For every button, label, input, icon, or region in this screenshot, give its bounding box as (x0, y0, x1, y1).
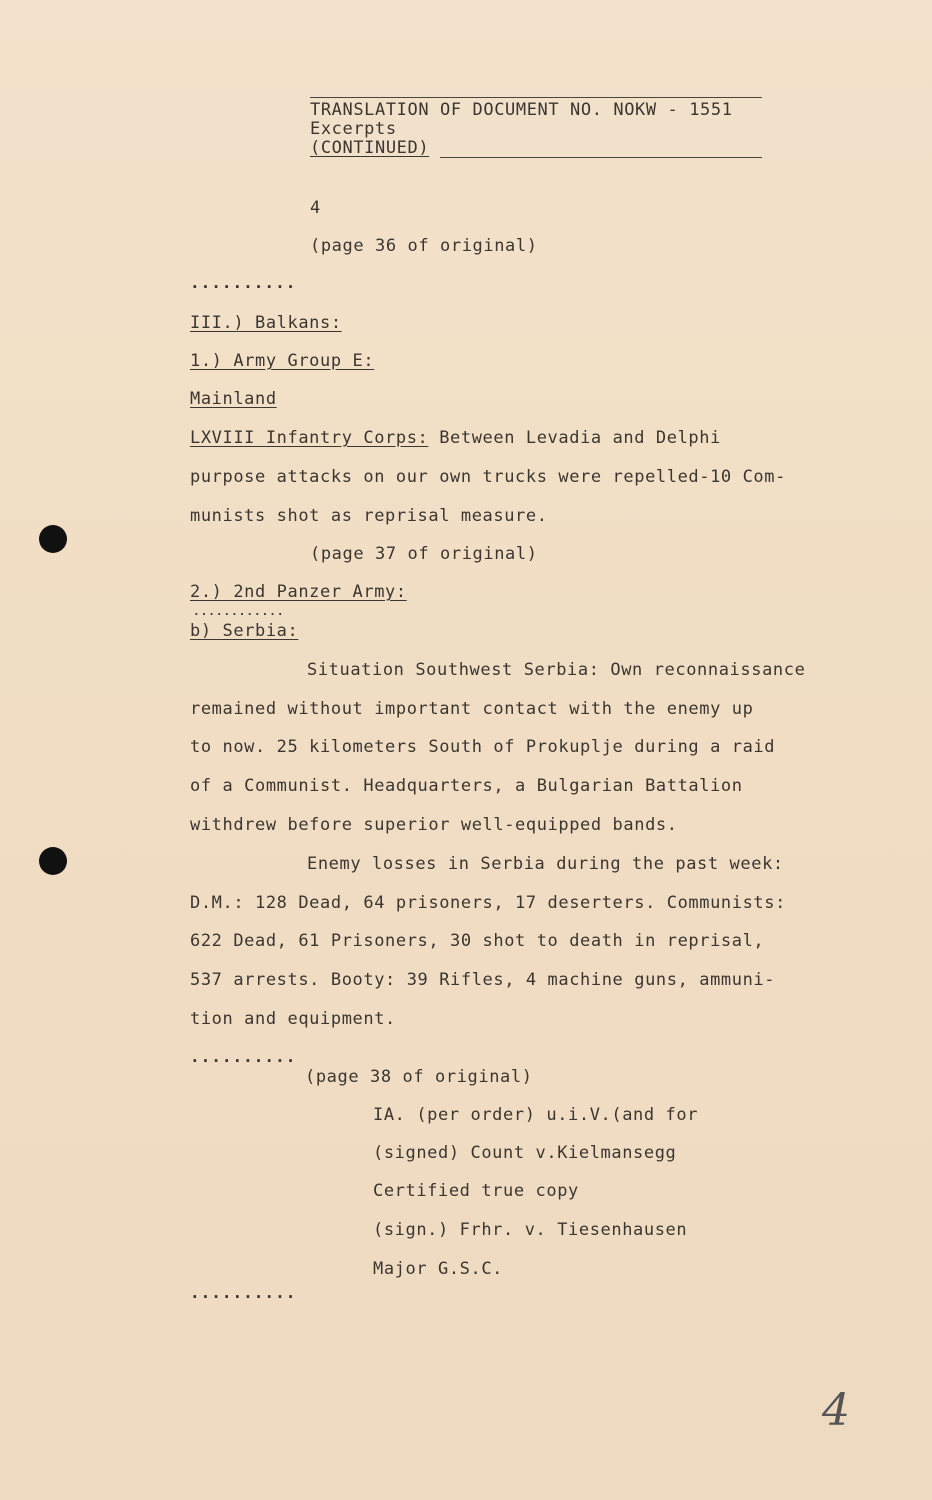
separator-dots-1: .......... (190, 273, 297, 292)
header-top-rule (310, 97, 762, 98)
serbia-p2-line-2: D.M.: 128 Dead, 64 prisoners, 17 deserters. Communists: (190, 893, 786, 913)
separator-dots-2: ............ (193, 605, 285, 618)
document-title: TRANSLATION OF DOCUMENT NO. NOKW - 1551 (310, 100, 733, 120)
serbia-p2-line-5: tion and equipment. (190, 1009, 396, 1029)
separator-dots-4: .......... (190, 1283, 297, 1302)
signature-line-5: Major G.S.C. (373, 1259, 504, 1279)
serbia-p2-line-3: 622 Dead, 61 Prisoners, 30 shot to death in reprisal, (190, 931, 765, 951)
page-number: 4 (310, 198, 321, 218)
serbia-p2-line-4: 537 arrests. Booty: 39 Rifles, 4 machine guns, ammuni- (190, 970, 776, 990)
serbia-p2-line-1: Enemy losses in Serbia during the past week: (307, 854, 784, 874)
header-bottom-rule (440, 157, 762, 158)
serbia-p1-line-4: of a Communist. Headquarters, a Bulgarian Battalion (190, 776, 743, 796)
punch-hole-top (39, 525, 67, 553)
punch-hole-bottom (39, 847, 67, 875)
serbia-p1-line-3: to now. 25 kilometers South of Prokuplje during a raid (190, 737, 776, 757)
serbia-p1-line-1: Situation Southwest Serbia: Own reconnaissance (307, 660, 806, 680)
corps-line-2: purpose attacks on our own trucks were repelled-10 Com- (190, 467, 786, 487)
page-ref-38: (page 38 of original) (305, 1067, 533, 1087)
handwritten-page-mark: 4 (822, 1385, 850, 1436)
excerpts-label: Excerpts (310, 119, 397, 139)
mainland-heading: Mainland (190, 389, 277, 409)
serbia-p1-line-5: withdrew before superior well-equipped bands. (190, 815, 678, 835)
signature-line-1: IA. (per order) u.i.V.(and for (373, 1105, 699, 1125)
signature-line-3: Certified true copy (373, 1181, 579, 1201)
panzer-heading: 2.) 2nd Panzer Army: (190, 582, 407, 602)
army-group-heading: 1.) Army Group E: (190, 351, 375, 371)
serbia-p1-line-2: remained without important contact with the enemy up (190, 699, 754, 719)
serbia-heading: b) Serbia: (190, 621, 299, 641)
signature-line-4: (sign.) Frhr. v. Tiesenhausen (373, 1220, 688, 1240)
page-ref-36: (page 36 of original) (310, 236, 538, 256)
corps-text-1: Between Levadia and Delphi (428, 428, 721, 448)
page-ref-37: (page 37 of original) (310, 544, 538, 564)
signature-line-2: (signed) Count v.Kielmansegg (373, 1143, 677, 1163)
separator-dots-3: .......... (190, 1047, 297, 1066)
corps-line-3: munists shot as reprisal measure. (190, 506, 548, 526)
corps-label: LXVIII Infantry Corps: (190, 428, 429, 448)
continued-label: (CONTINUED) (310, 138, 430, 158)
balkans-heading: III.) Balkans: (190, 313, 342, 333)
corps-line-1 (190, 428, 721, 448)
